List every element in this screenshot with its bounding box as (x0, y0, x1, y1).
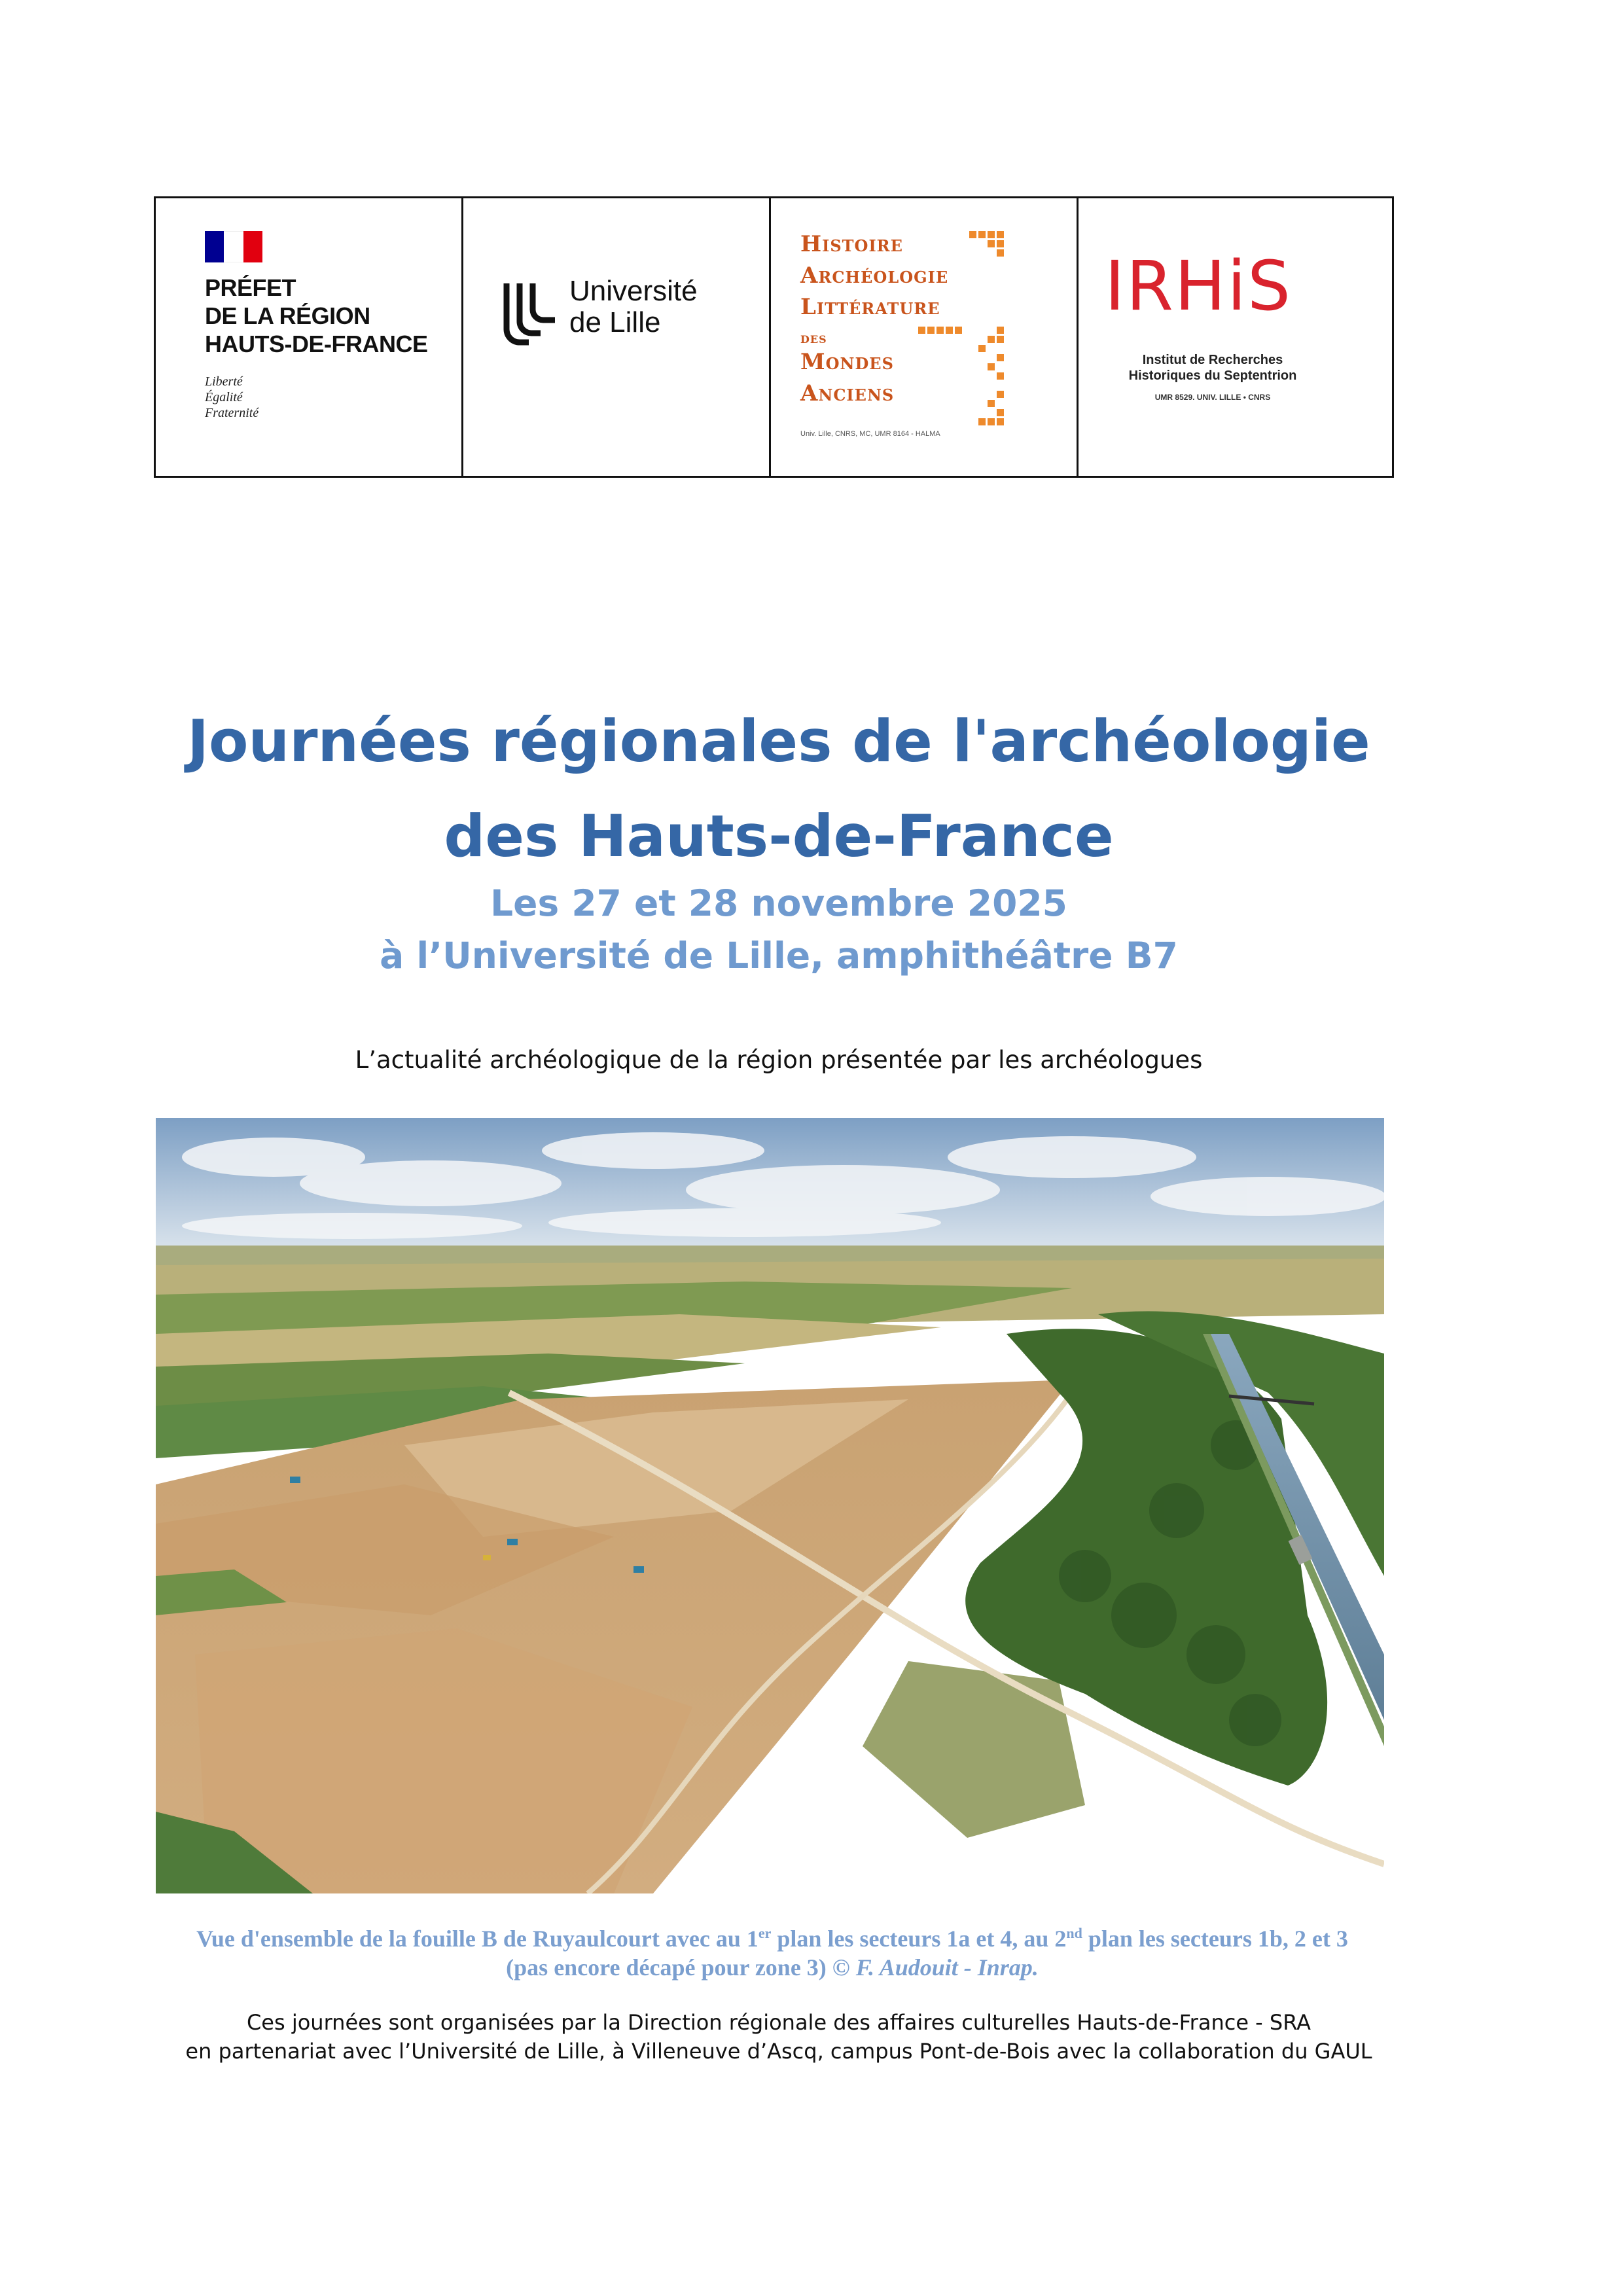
halma-line-2: ARCHÉOLOGIE (800, 262, 949, 289)
event-subtitle: L’actualité archéologique de la région présentée par les archéologues (355, 1046, 1203, 1074)
halma-line-6: ANCIENS (800, 380, 895, 406)
halma-logo (800, 228, 1016, 438)
page-title: Journées régionales de l'archéologie des Hauts-de-France (187, 708, 1370, 870)
halma-line-1: HISTOIRE (800, 231, 903, 257)
ulille-name: Université de Lille (569, 275, 698, 338)
irhis-logo-name: IRHiS (1105, 246, 1293, 326)
halma-line-4: DES (800, 333, 827, 346)
ulille-logo-cell (463, 198, 771, 476)
french-republic-flag-icon (205, 231, 262, 262)
partner-logos-table (154, 196, 1394, 478)
halma-line-3: LITTÉRATURE (800, 294, 940, 320)
photo-credit: F. Audouit - Inrap. (855, 1954, 1039, 1981)
republic-motto: Liberté Égalité Fraternité (205, 374, 259, 420)
organizers-footer: Ces journées sont organisées par la Direction régionale des affaires culturelles Hauts-de-France - SRA en partenariat avec l’Université de Lille, à Villeneuve d’Ascq, campus Pont-de-Bois avec la collaboration du GAUL (185, 2010, 1372, 2064)
halma-line-5: MONDES (800, 349, 894, 375)
ulille-mark-icon (503, 283, 558, 346)
irhis-umr: UMR 8529. UNIV. LILLE • CNRS (1154, 393, 1271, 402)
irhis-subtitle: Institut de Recherches Historiques du Septentrion (1128, 353, 1297, 383)
photo-caption: Vue d'ensemble de la fouille B de Ruyaulcourt avec au 1er plan les secteurs 1a et 4, au 2nd plan les secteurs 1b, 2 et 3 (pas encore décapé pour zone 3) © F. Audouit - Inrap. (196, 1925, 1348, 1981)
halma-affiliation: Univ. Lille, CNRS, MC, UMR 8164 - HALMA (800, 430, 940, 438)
prefet-logo-cell (156, 198, 463, 476)
excavation-aerial-photo (156, 1118, 1384, 1893)
event-date-location: Les 27 et 28 novembre 2025 à l’Université de Lille, amphithéâtre B7 (380, 882, 1178, 977)
halma-logo-cell (771, 198, 1079, 476)
prefet-title: PRÉFET DE LA RÉGION HAUTS-DE-FRANCE (205, 274, 428, 357)
irhis-logo-cell (1079, 198, 1392, 476)
